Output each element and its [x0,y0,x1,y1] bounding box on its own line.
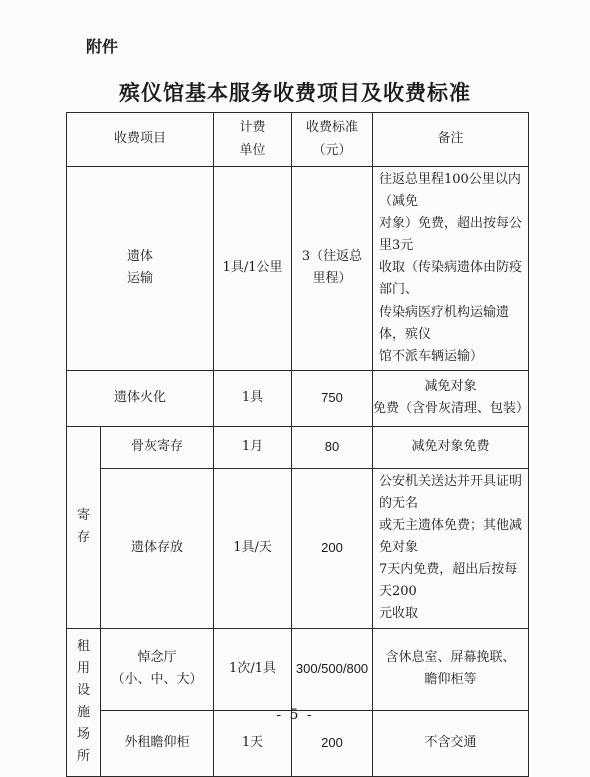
rental-group-char: 设 [76,682,90,698]
fee-table [66,112,529,777]
transport-name-line1: 遗体 [127,249,154,265]
memorial-hall-unit: 1次/1具 [214,628,292,710]
cremation-unit: 1具 [214,370,292,426]
body-storage-note [373,468,529,628]
ash-storage-note: 减免对象免费 [373,426,529,468]
ash-storage-unit: 1月 [214,426,292,468]
memorial-hall-note-line1: 含休息室、屏幕挽联、 [385,649,516,665]
rental-group-char: 租 [76,638,90,654]
transport-standard-line1: 3（往返总 [301,249,363,265]
cremation-note [373,370,529,426]
viewing-cabinet-note: 不含交通 [373,710,529,776]
rental-group-char: 所 [76,749,90,765]
body-storage-note-line: 7天内免费，超出后按每天200 [379,562,518,600]
memorial-hall-name [101,628,214,710]
rental-group-char: 用 [76,660,90,676]
rental-group-char: 场 [76,727,90,743]
transport-unit: 1具/1公里 [214,167,292,371]
body-storage-note-line: 公安机关送达并开具证明的无名 [379,473,523,511]
page-number: - 5 - [276,707,314,723]
rental-group-label [67,628,101,776]
transport-note-line: 收取（传染病遗体由防疫部门、 [379,260,523,298]
memorial-hall-note [373,628,529,710]
row-body-storage [67,468,529,628]
row-memorial-hall [67,628,529,710]
header-standard-line1: 收费标准 [306,120,359,136]
row-transport [67,167,529,371]
cremation-standard: 750 [292,370,373,426]
transport-standard [292,167,373,371]
header-note: 备注 [373,113,529,167]
cremation-note-line1: 减免对象 [424,379,477,395]
header-item: 收费项目 [67,113,214,167]
header-unit-line1: 计费 [239,120,266,136]
transport-note-line: 往返总里程100公里以内（减免 [379,172,521,210]
ash-storage-standard: 80 [292,426,373,468]
transport-note-line: 馆不派车辆运输） [379,348,484,364]
header-unit-line2: 单位 [239,142,266,158]
attachment-label: 附件 [86,37,119,56]
transport-note-line: 传染病医疗机构运输遗体，殡仪 [379,304,510,342]
transport-name [67,167,214,371]
header-unit [214,113,292,167]
table-header-row [67,113,529,167]
viewing-cabinet-standard: 200 [292,710,373,776]
transport-standard-line2: 里程） [312,271,352,287]
storage-group-char: 寄 [76,508,90,524]
cremation-name: 遗体火化 [67,370,214,426]
rental-group-char: 施 [76,705,90,720]
memorial-hall-name-line2: （小、中、大） [111,672,203,687]
viewing-cabinet-unit: 1天 [214,710,292,776]
header-standard-line2: （元） [312,142,352,158]
storage-group-label [67,426,101,628]
document-title: 殡仪馆基本服务收费项目及收费标准 [119,80,471,105]
body-storage-name: 遗体存放 [101,468,214,628]
memorial-hall-name-line1: 悼念厅 [137,649,177,665]
body-storage-note-line: 或无主遗体免费；其他减免对象 [379,518,523,556]
transport-note [373,167,529,371]
storage-group-char: 存 [76,530,90,546]
ash-storage-name: 骨灰寄存 [101,426,214,468]
cremation-note-line2: 免费（含骨灰清理、包装） [373,401,530,417]
row-cremation [67,370,529,426]
body-storage-standard: 200 [292,468,373,628]
row-ash-storage [67,426,529,468]
memorial-hall-standard: 300/500/800 [292,628,373,710]
transport-name-line2: 运输 [127,271,154,287]
memorial-hall-note-line2: 瞻仰柜等 [424,672,477,687]
body-storage-note-line: 元收取 [379,606,419,622]
transport-note-line: 对象）免费，超出按每公里3元 [379,216,523,254]
viewing-cabinet-name: 外租瞻仰柜 [101,710,214,776]
body-storage-unit: 1具/天 [214,468,292,628]
header-standard [292,113,373,167]
